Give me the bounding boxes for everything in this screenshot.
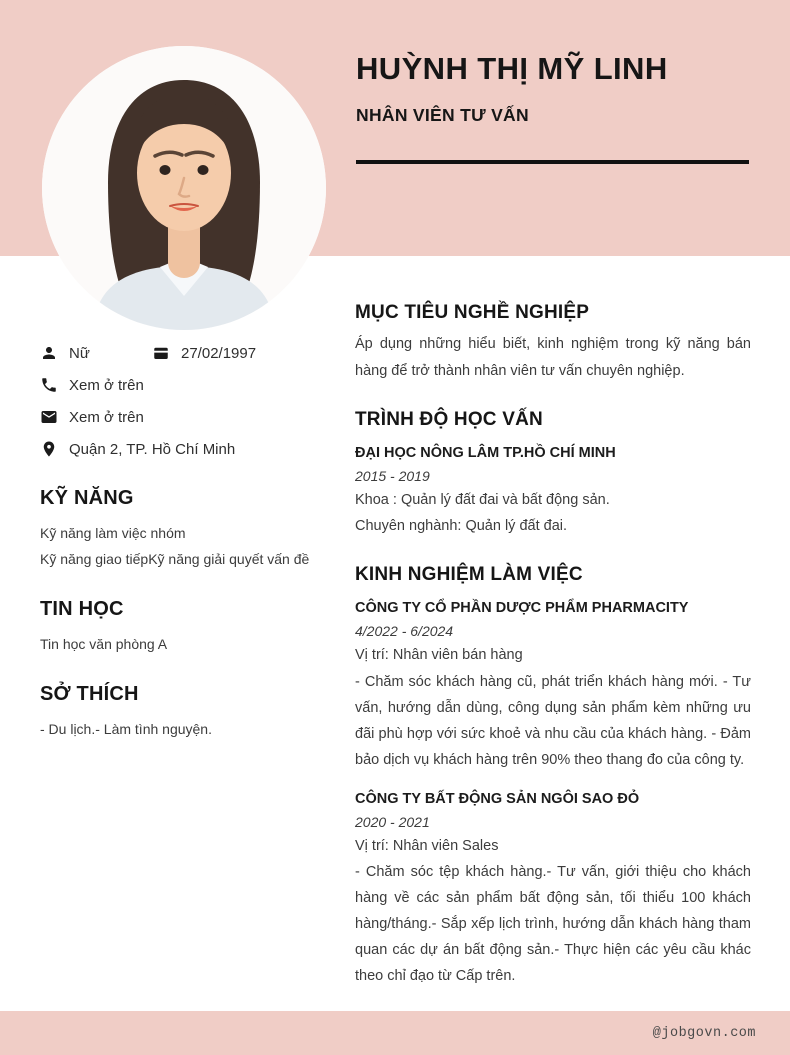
phone-icon: [40, 376, 58, 394]
job-description: - Chăm sóc khách hàng cũ, phát triển khách hàng mới. - Tư vấn, hướng dẫn dùng, công dụng sản phẩm kèm những ưu đãi phù hợp với sức khoẻ và nhu cầu của khách hàng. - Đảm bảo dịch vụ khách hàng trên 90% theo thang đo của công ty.: [355, 673, 751, 768]
footer-brand: @jobgovn.com: [652, 1025, 756, 1041]
job-period: 2020 - 2021: [355, 813, 430, 830]
education-heading: TRÌNH ĐỘ HỌC VẤN: [355, 409, 543, 430]
contact-row-phone: [40, 373, 342, 397]
job-company: CÔNG TY CỔ PHẦN DƯỢC PHẨM PHARMACITY: [355, 600, 689, 616]
experience-job: [355, 596, 751, 773]
job-title: NHÂN VIÊN TƯ VẤN: [356, 105, 529, 125]
experience-job: [355, 787, 751, 990]
email-value: Xem ở trên: [69, 408, 144, 426]
footer: [0, 1011, 790, 1055]
gender-value: Nữ: [69, 344, 90, 362]
job-position: Vị trí: Nhân viên bán hàng: [355, 647, 523, 663]
contact-row-email: [40, 405, 342, 429]
calendar-icon: [152, 344, 170, 362]
contact-row-address: [40, 437, 342, 461]
experience-heading: KINH NGHIỆM LÀM VIỆC: [355, 564, 583, 585]
gender-group: [40, 344, 90, 362]
skills-heading: KỸ NĂNG: [40, 487, 134, 509]
hobbies-heading: SỞ THÍCH: [40, 683, 139, 705]
education-period: 2015 - 2019: [355, 468, 430, 484]
job-company: CÔNG TY BẤT ĐỘNG SẢN NGÔI SAO ĐỎ: [355, 790, 640, 807]
education-major: Chuyên nghành: Quản lý đất đai.: [355, 517, 568, 534]
education-school: ĐẠI HỌC NÔNG LÂM TP.HỒ CHÍ MINH: [355, 445, 616, 461]
skills-item: Kỹ năng giao tiếpKỹ năng giải quyết vấn đề: [40, 551, 310, 567]
education-faculty: Khoa : Quản lý đất đai và bất động sản.: [355, 492, 610, 508]
location-pin-icon: [40, 440, 58, 458]
left-column: [40, 341, 342, 742]
computer-heading: TIN HỌC: [40, 598, 124, 620]
header: [356, 50, 750, 164]
person-icon: [40, 344, 58, 362]
avatar-illustration: [42, 46, 326, 330]
contact-row-gender-birthdate: [40, 341, 342, 365]
header-divider: [356, 160, 749, 164]
objective-heading: MỤC TIÊU NGHỀ NGHIỆP: [355, 302, 590, 323]
candidate-name: HUỲNH THỊ MỸ LINH: [356, 51, 668, 86]
objective-text: Áp dụng những hiểu biết, kinh nghiệm trong kỹ năng bán hàng để trở thành nhân viên tư vấn chuyên nghiệp.: [355, 336, 751, 379]
phone-value: Xem ở trên: [69, 376, 144, 394]
computer-item: Tin học văn phòng A: [40, 636, 168, 652]
job-description: - Chăm sóc tệp khách hàng.- Tư vấn, giới thiệu cho khách hàng về các sản phẩm bất động sản, tối thiểu 100 khách hàng/tháng.- Sắp xếp lịch trình, hướng dẫn khách hàng tham quan các dự án bất động sản.- Thực hiện các yêu cầu khác theo chỉ đạo từ Cấp trên.: [355, 864, 751, 984]
profile-photo: [42, 46, 326, 330]
email-icon: [40, 408, 58, 426]
job-position: Vị trí: Nhân viên Sales: [355, 837, 499, 854]
hobbies-item: - Du lịch.- Làm tình nguyện.: [40, 721, 212, 737]
birthdate-value: 27/02/1997: [181, 344, 257, 362]
skills-item: Kỹ năng làm việc nhóm: [40, 525, 186, 541]
right-column: [355, 299, 751, 989]
address-value: Quận 2, TP. Hồ Chí Minh: [69, 440, 236, 458]
birthdate-group: [152, 344, 342, 362]
job-period: 4/2022 - 6/2024: [355, 623, 454, 639]
